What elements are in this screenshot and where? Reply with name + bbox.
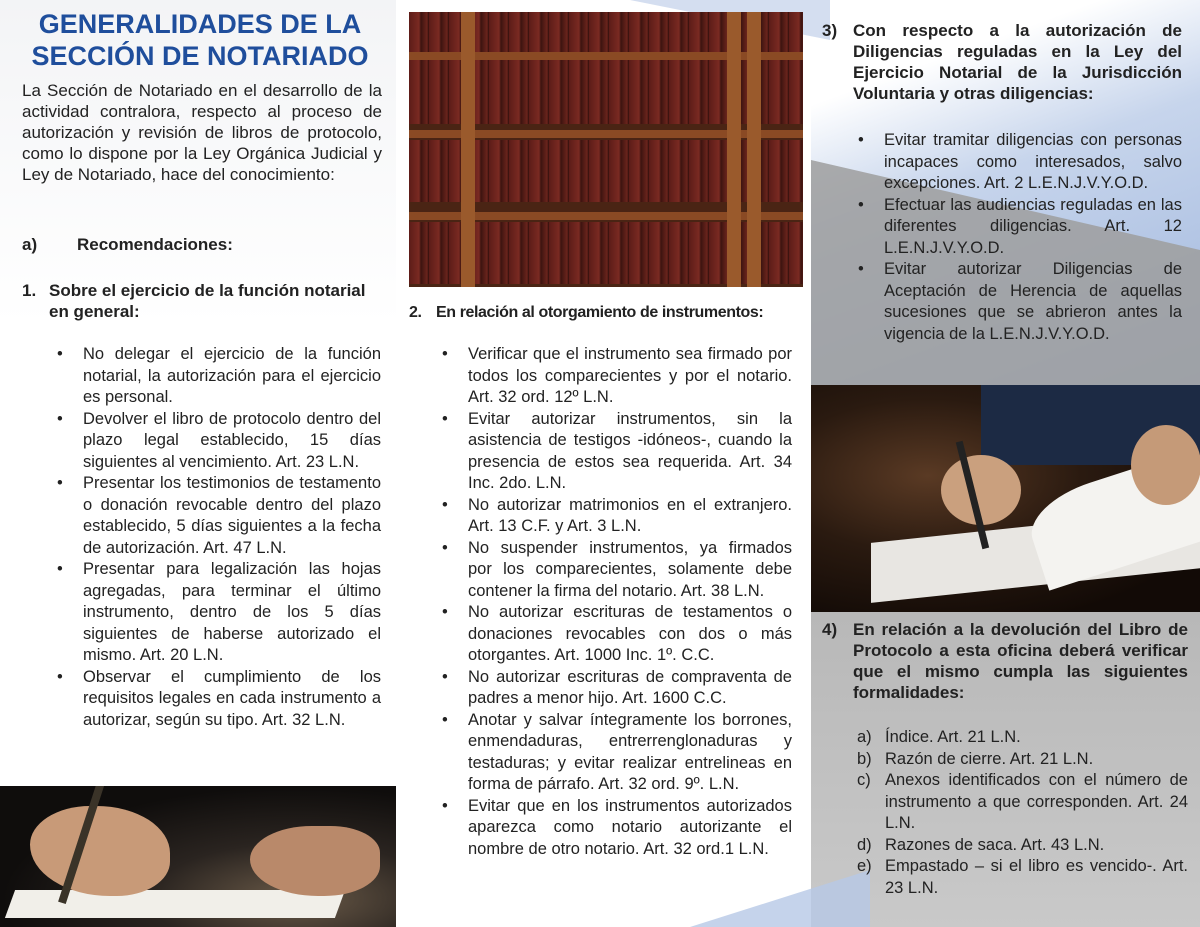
list-item: d) Razones de saca. Art. 43 L.N. (857, 835, 1105, 854)
title-line-2: SECCIÓN DE NOTARIADO (31, 41, 369, 71)
section-1-heading (22, 280, 382, 322)
section-4-number: 4) (822, 620, 838, 639)
section-1-list (55, 344, 381, 731)
bullet-icon: • (57, 409, 63, 428)
bullet-icon: • (442, 796, 448, 815)
bullet-icon: • (57, 345, 63, 363)
section-1-number: 1. (22, 281, 37, 300)
bullet-icon: • (442, 345, 448, 363)
list-item: • No delegar el ejercicio de la función notarial, la autorización para el ejercicio es personal. (57, 345, 381, 406)
hand-shape (30, 806, 170, 896)
bullet-icon: • (858, 260, 864, 278)
section-3-list (856, 130, 1182, 345)
list-item: • Evitar autorizar instrumentos, sin la asistencia de testigos -idóneos-, cuando la presencia de estos sea requerida. Art. 34 Inc. 2do. L.N. (442, 409, 792, 492)
list-item: c) Anexos identificados con el número de instrumento a que corresponden. Art. 24 L.N. (857, 771, 1188, 832)
section-3-number: 3) (822, 21, 838, 40)
list-item: a) Índice. Art. 21 L.N. (857, 728, 1021, 746)
shelf-post (461, 12, 475, 287)
bookshelf-photo (409, 12, 803, 287)
list-item: • Devolver el libro de protocolo dentro del plazo legal establecido, 15 días siguientes al vencimiento. Art. 23 L.N. (57, 409, 381, 471)
list-item: • Verificar que el instrumento sea firmado por todos los comparecientes y por el notario. Art. 32 ord. 12º L.N. (442, 345, 792, 406)
bullet-icon: • (57, 474, 63, 492)
bullet-icon: • (57, 667, 63, 686)
section-2-number: 2. (409, 304, 422, 321)
list-item: • Evitar que en los instrumentos autorizados aparezca como notario autorizante el nombre de otro notario. Art. 32 ord.1 L.N. (442, 796, 792, 858)
list-item: • Evitar autorizar Diligencias de Aceptación de Herencia de aquellas sucesiones que se abrieron antes la vigencia de la L.E.N.J.V.Y.O.D. (858, 260, 1182, 343)
page-title (10, 8, 390, 72)
bullet-icon: • (858, 195, 864, 214)
section-4-title: En relación a la devolución del Libro de Protocolo a esta oficina deberá verificar que el mismo cumpla las siguientes formalidades: (853, 620, 1188, 702)
list-item: • No autorizar escrituras de testamentos o donaciones revocables con dos o más otorgantes. Art. 1000 Inc. 1º. C.C. (442, 603, 792, 664)
bullet-icon: • (442, 603, 448, 621)
shelf-post (727, 12, 741, 287)
list-item: • No suspender instrumentos, ya firmados por los comparecientes, solamente debe contener la firma del notario. Art. 38 L.N. (442, 538, 792, 600)
bullet-icon: • (442, 495, 448, 514)
list-item: • Presentar los testimonios de testamento o donación revocable dentro del plazo establecido, 5 días siguientes a la fecha de autorización. Art. 47 L.N. (57, 474, 381, 557)
recommendations-label: Recomendaciones: (77, 235, 233, 254)
list-item: • Anotar y salvar íntegramente los borrones, enmendaduras, entrerrenglonaduras y testaduras; y evitar realizar entrelineas en forma de párrafo. Art. 32 ord. 9º. L.N. (442, 710, 792, 793)
shelf-post (747, 12, 761, 287)
paper-shape (5, 890, 345, 918)
section-4-list (855, 727, 1188, 899)
bullet-icon: • (442, 667, 448, 686)
hand-shape (250, 826, 380, 896)
recommendations-heading (22, 235, 233, 255)
hand-shape (1131, 425, 1200, 505)
list-item: e) Empastado – si el libro es vencido-. Art. 23 L.N. (857, 857, 1188, 897)
section-2-heading (409, 302, 801, 323)
list-item: • Observar el cumplimiento de los requisitos legales en cada instrumento a autorizar, según su tipo. Art. 32 L.N. (57, 667, 381, 729)
title-line-1: GENERALIDADES DE LA (38, 9, 362, 39)
bullet-icon: • (858, 131, 864, 149)
bullet-icon: • (442, 409, 448, 428)
section-1-title: Sobre el ejercicio de la función notarial en general: (49, 281, 366, 321)
list-item: • No autorizar matrimonios en el extranjero. Art. 13 C.F. y Art. 3 L.N. (442, 495, 792, 535)
list-item: • Efectuar las audiencias reguladas en las diferentes diligencias. Art. 12 L.E.N.J.V.Y.O.D. (858, 195, 1182, 257)
list-item: • No autorizar escrituras de compraventa de padres a menor hijo. Art. 1600 C.C. (442, 667, 792, 707)
section-2-list (440, 344, 792, 860)
list-item: • Presentar para legalización las hojas agregadas, para terminar el último instrumento, dentro de los 5 días siguientes de haberse autorizado el mismo. Art. 20 L.N. (57, 560, 381, 664)
intro-paragraph: La Sección de Notariado en el desarrollo de la actividad contralora, respecto al proceso de autorización y revisión de libros de protocolo, como lo dispone por la Ley Orgánica Judicial y Ley de Notariado, hace del conocimiento: (22, 81, 382, 184)
list-item: b) Razón de cierre. Art. 21 L.N. (857, 749, 1094, 768)
bullet-icon: • (57, 560, 63, 578)
signing-document-photo (811, 385, 1200, 612)
section-4-heading (822, 619, 1188, 703)
section-2-title: En relación al otorgamiento de instrumentos: (436, 304, 764, 321)
recommendations-letter: a) (22, 235, 38, 254)
list-item: • Evitar tramitar diligencias con personas incapaces como interesados, salvo excepciones. Art. 2 L.E.N.J.V.Y.O.D. (858, 131, 1182, 192)
bullet-icon: • (442, 710, 448, 729)
section-3-title: Con respecto a la autorización de Diligencias reguladas en la Ley del Ejercicio Notarial de la Jurisdicción Voluntaria y otras diligencias: (853, 21, 1182, 103)
writing-hand-photo (0, 786, 396, 927)
bullet-icon: • (442, 538, 448, 557)
section-3-heading (822, 20, 1182, 104)
